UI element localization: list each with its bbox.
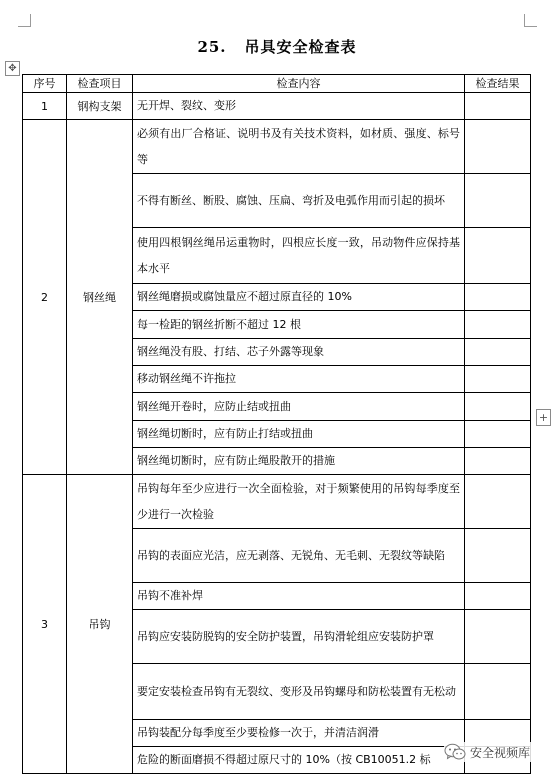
page-corner-mark-right [524,14,537,27]
row-result[interactable] [465,228,531,284]
row-content: 吊钩每年至少应进行一次全面检验，对于频繁使用的吊钩每季度至少进行一次检验 [133,475,465,529]
row-result[interactable] [465,366,531,393]
row-content: 要定安装检查吊钩有无裂纹、变形及吊钩螺母和防松装置有无松动 [133,664,465,720]
header-content: 检查内容 [133,75,465,93]
table-header-row [23,75,531,93]
row-result[interactable] [465,421,531,448]
row-content: 吊钩应安装防脱钩的安全防护装置，吊钩滑轮组应安装防护罩 [133,610,465,664]
row-content: 吊钩装配分每季度至少要检修一次于，并清洁润滑 [133,720,465,747]
row-content: 吊钩的表面应光洁，应无剥落、无锐角、无毛刺、无裂纹等缺陷 [133,529,465,583]
row-item: 钢构支架 [67,93,133,120]
table-row [23,93,531,120]
header-no: 序号 [23,75,67,93]
add-row-handle-icon[interactable]: + [536,409,551,426]
row-content: 不得有断丝、断股、腐蚀、压扁、弯折及电弧作用而引起的损坏 [133,174,465,228]
row-content: 必须有出厂合格证、说明书及有关技术资料，如材质、强度、标号等 [133,120,465,174]
row-result[interactable] [465,284,531,311]
row-result[interactable] [465,448,531,475]
row-result[interactable] [465,475,531,529]
row-result[interactable] [465,174,531,228]
header-item: 检查项目 [67,75,133,93]
row-content: 吊钩不准补焊 [133,583,465,610]
title-number: 25. [197,38,227,56]
row-content: 钢丝绳磨损或腐蚀量应不超过原直径的 10% [133,284,465,311]
watermark [444,742,550,762]
row-content: 每一检距的钢丝折断不超过 12 根 [133,311,465,339]
table-move-handle-icon[interactable]: ✥ [5,61,20,76]
row-no: 2 [23,120,67,475]
row-item: 吊钩 [67,475,133,774]
row-result[interactable] [465,120,531,174]
table-row [23,120,531,174]
row-no: 3 [23,475,67,774]
table-row [23,475,531,529]
row-result[interactable] [465,583,531,610]
row-result[interactable] [465,393,531,421]
row-item: 钢丝绳 [67,120,133,475]
row-result[interactable] [465,339,531,366]
page-corner-mark-left [18,14,31,27]
page-title [0,36,554,57]
header-result: 检查结果 [465,75,531,93]
watermark-text: 安全视频库 [470,745,531,760]
row-result[interactable] [465,610,531,664]
row-content: 钢丝绳切断时，应有防止打结或扭曲 [133,421,465,448]
row-result[interactable] [465,93,531,120]
row-content: 危险的断面磨损不得超过原尺寸的 10%（按 CB10051.2 标 [133,747,465,774]
row-content: 使用四根钢丝绳吊运重物时，四根应长度一致，吊动物件应保持基本水平 [133,228,465,284]
row-no: 1 [23,93,67,120]
wechat-icon [444,743,466,761]
row-content: 无开焊、裂纹、变形 [133,93,465,120]
title-text: 吊具安全检查表 [244,38,357,56]
row-result[interactable] [465,311,531,339]
row-content: 钢丝绳切断时，应有防止绳股散开的措施 [133,448,465,475]
row-content: 移动钢丝绳不许拖拉 [133,366,465,393]
safety-check-table [22,74,531,774]
row-result[interactable] [465,664,531,720]
row-content: 钢丝绳没有股、打结、芯子外露等现象 [133,339,465,366]
row-result[interactable] [465,529,531,583]
row-content: 钢丝绳开卷时，应防止结或扭曲 [133,393,465,421]
